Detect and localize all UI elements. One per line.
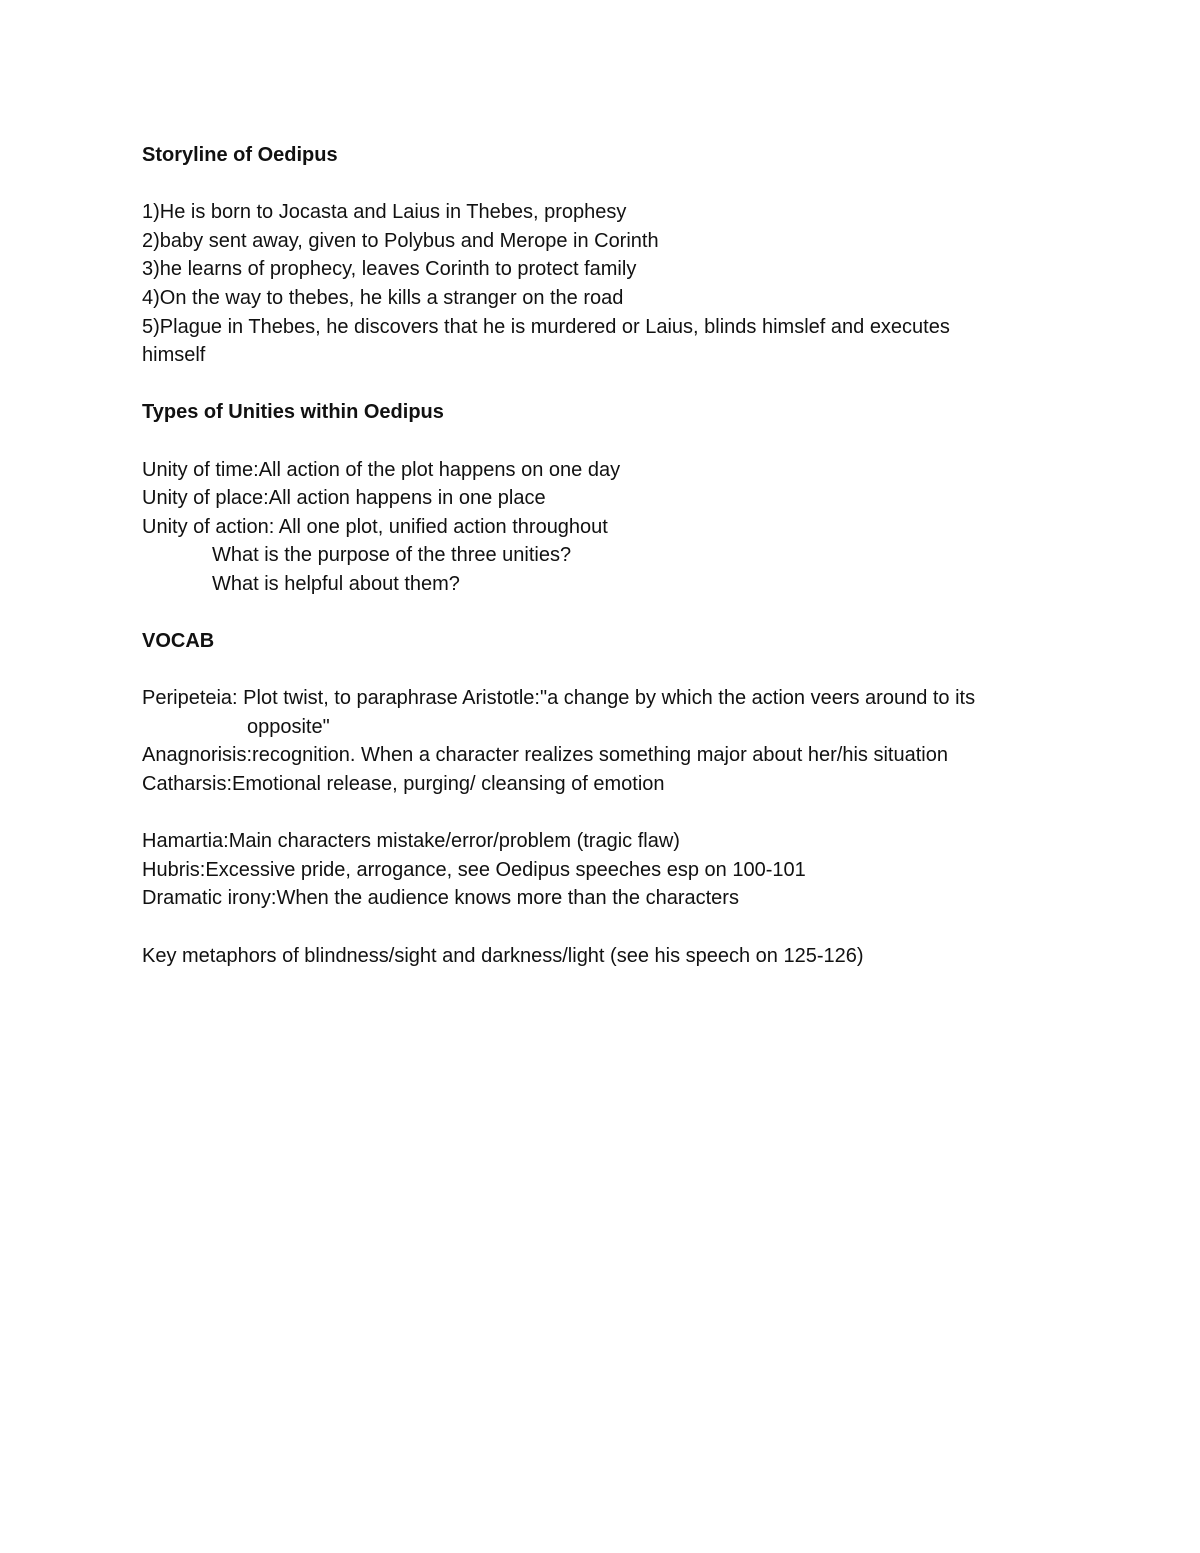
document-body <box>142 141 1062 970</box>
spacer <box>142 370 1062 399</box>
spacer <box>142 599 1062 628</box>
storyline-item-1: 1)He is born to Jocasta and Laius in Thebes, prophesy <box>142 201 627 224</box>
vocab-peripeteia-line-1: Peripeteia: Plot twist, to paraphrase Aristotle:"a change by which the action veers around to its <box>142 687 976 710</box>
unity-of-time: Unity of time:All action of the plot happens on one day <box>142 458 621 481</box>
storyline-item-3: 3)he learns of prophecy, leaves Corinth to protect family <box>142 258 637 281</box>
vocab-hamartia: Hamartia:Main characters mistake/error/problem (tragic flaw) <box>142 830 680 853</box>
storyline-item-5-line-1: 5)Plague in Thebes, he discovers that he is murdered or Laius, blinds himslef and executes <box>142 315 950 338</box>
unity-of-place: Unity of place:All action happens in one place <box>142 487 546 510</box>
storyline-item-4: 4)On the way to thebes, he kills a stranger on the road <box>142 286 624 309</box>
storyline-item-5-line-2: himself <box>142 344 206 367</box>
spacer <box>142 913 1062 942</box>
unities-heading: Types of Unities within Oedipus <box>142 401 444 424</box>
unities-question-1: What is the purpose of the three unities? <box>212 544 572 567</box>
storyline-item-2: 2)baby sent away, given to Polybus and Merope in Corinth <box>142 229 659 252</box>
spacer <box>142 170 1062 199</box>
vocab-heading: VOCAB <box>142 630 215 653</box>
vocab-hubris: Hubris:Excessive pride, arrogance, see Oedipus speeches esp on 100-101 <box>142 858 806 881</box>
spacer <box>142 427 1062 456</box>
storyline-heading: Storyline of Oedipus <box>142 144 338 166</box>
spacer <box>142 656 1062 685</box>
vocab-peripeteia-line-2: opposite" <box>247 715 330 738</box>
unity-of-action: Unity of action: All one plot, unified action throughout <box>142 515 608 538</box>
vocab-catharsis: Catharsis:Emotional release, purging/ cleansing of emotion <box>142 773 665 796</box>
unities-question-2: What is helpful about them? <box>212 572 460 595</box>
vocab-dramatic-irony: Dramatic irony:When the audience knows more than the characters <box>142 887 739 910</box>
spacer <box>142 799 1062 828</box>
vocab-anagnorisis: Anagnorisis:recognition. When a character realizes something major about her/his situation <box>142 744 948 767</box>
vocab-key-metaphors: Key metaphors of blindness/sight and darkness/light (see his speech on 125-126) <box>142 944 864 967</box>
